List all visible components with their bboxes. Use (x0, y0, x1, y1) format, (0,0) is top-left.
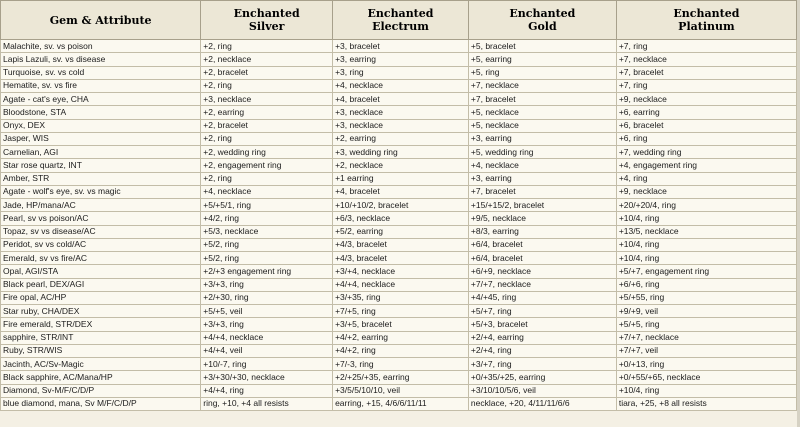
cell-platinum: +9, necklace (616, 93, 796, 106)
cell-silver: +4/+4, ring (201, 384, 333, 397)
table-row (1, 119, 797, 132)
header-line: Gold (528, 20, 557, 33)
header-gold (468, 1, 616, 40)
header-platinum (616, 1, 796, 40)
cell-gold: +7/+7, necklace (468, 278, 616, 291)
header-electrum (333, 1, 469, 40)
cell-electrum: +4, bracelet (333, 185, 469, 198)
table-row (1, 252, 797, 265)
cell-platinum: +7, bracelet (616, 66, 796, 79)
cell-silver: +5/3, necklace (201, 225, 333, 238)
cell-gold: +5/+3, bracelet (468, 318, 616, 331)
table-row (1, 305, 797, 318)
cell-gold: +7, bracelet (468, 185, 616, 198)
header-row (1, 1, 797, 40)
cell-platinum: +9, necklace (616, 185, 796, 198)
cell-gold: +5/+7, ring (468, 305, 616, 318)
cell-gold: +6/4, bracelet (468, 252, 616, 265)
cell-electrum: +4/+2, earring (333, 331, 469, 344)
table-row (1, 318, 797, 331)
cell-gold: +3, earring (468, 172, 616, 185)
cell-electrum: +7/-3, ring (333, 358, 469, 371)
cell-gem-attribute: sapphire, STR/INT (1, 331, 201, 344)
header-line: Enchanted (673, 7, 740, 20)
header-silver (201, 1, 333, 40)
header-line: Enchanted (367, 7, 434, 20)
cell-platinum: +10/4, ring (616, 212, 796, 225)
cell-electrum: +3, earring (333, 53, 469, 66)
cell-gold: +0/+35/+25, earring (468, 371, 616, 384)
cell-silver: ring, +10, +4 all resists (201, 397, 333, 410)
cell-electrum: +3/5/5/10/10, veil (333, 384, 469, 397)
cell-gold: +15/+15/2, bracelet (468, 199, 616, 212)
cell-electrum: +1 earring (333, 172, 469, 185)
cell-gem-attribute: Lapis Lazuli, sv. vs disease (1, 53, 201, 66)
table-body (1, 40, 797, 411)
cell-electrum: +3/+5, bracelet (333, 318, 469, 331)
cell-gem-attribute: Peridot, sv vs cold/AC (1, 238, 201, 251)
cell-platinum: +6, ring (616, 132, 796, 145)
cell-gold: +7, bracelet (468, 93, 616, 106)
cell-platinum: +10/4, ring (616, 252, 796, 265)
cell-gold: +2/+4, earring (468, 331, 616, 344)
table-row (1, 106, 797, 119)
cell-gem-attribute: Emerald, sv vs fire/AC (1, 252, 201, 265)
table-row (1, 93, 797, 106)
cell-platinum: +5/+55, ring (616, 291, 796, 304)
cell-silver: +2, wedding ring (201, 146, 333, 159)
cell-electrum: +2/+25/+35, earring (333, 371, 469, 384)
cell-gem-attribute: Star rose quartz, INT (1, 159, 201, 172)
cell-platinum: +7, ring (616, 79, 796, 92)
cell-gem-attribute: Topaz, sv vs disease/AC (1, 225, 201, 238)
cell-silver: +2, ring (201, 40, 333, 53)
table-row (1, 225, 797, 238)
cell-electrum: +3, bracelet (333, 40, 469, 53)
cell-gold: +7, necklace (468, 79, 616, 92)
cell-electrum: +3, ring (333, 66, 469, 79)
cell-platinum: +7/+7, veil (616, 344, 796, 357)
cell-gem-attribute: Opal, AGI/STA (1, 265, 201, 278)
cell-gem-attribute: Bloodstone, STA (1, 106, 201, 119)
cell-silver: +2, bracelet (201, 66, 333, 79)
cell-gold: +4, necklace (468, 159, 616, 172)
cell-platinum: +7, necklace (616, 53, 796, 66)
cell-electrum: +10/+10/2, bracelet (333, 199, 469, 212)
header-line: Gem & Attribute (49, 13, 152, 27)
header-gem-attribute (1, 1, 201, 40)
cell-gold: +6/+9, necklace (468, 265, 616, 278)
cell-gold: +5, wedding ring (468, 146, 616, 159)
cell-gold: +5, bracelet (468, 40, 616, 53)
table-row (1, 172, 797, 185)
cell-silver: +5/2, ring (201, 252, 333, 265)
header-line: Silver (248, 20, 285, 33)
cell-silver: +4/2, ring (201, 212, 333, 225)
header-line: Enchanted (233, 7, 300, 20)
cell-electrum: +2, earring (333, 132, 469, 145)
cell-platinum: +20/+20/4, ring (616, 199, 796, 212)
cell-gem-attribute: Carnelian, AGI (1, 146, 201, 159)
cell-silver: +2, earring (201, 106, 333, 119)
cell-gem-attribute: Agate - wolf's eye, sv. vs magic (1, 185, 201, 198)
cell-silver: +3/+3, ring (201, 278, 333, 291)
table-row (1, 344, 797, 357)
cell-silver: +2, engagement ring (201, 159, 333, 172)
cell-electrum: +3, necklace (333, 106, 469, 119)
cell-silver: +10/-7, ring (201, 358, 333, 371)
cell-platinum: +5/+7, engagement ring (616, 265, 796, 278)
cell-electrum: +3/+35, ring (333, 291, 469, 304)
cell-gem-attribute: Black pearl, DEX/AGI (1, 278, 201, 291)
cell-platinum: +7, ring (616, 40, 796, 53)
cell-gem-attribute: Pearl, sv vs poison/AC (1, 212, 201, 225)
table-row (1, 331, 797, 344)
cell-gold: +6/4, bracelet (468, 238, 616, 251)
cell-platinum: +13/5, necklace (616, 225, 796, 238)
table-row (1, 53, 797, 66)
cell-gem-attribute: Black sapphire, AC/Mana/HP (1, 371, 201, 384)
cell-silver: +4, necklace (201, 185, 333, 198)
cell-platinum: +10/4, ring (616, 384, 796, 397)
table-row (1, 40, 797, 53)
table-row (1, 199, 797, 212)
cell-electrum: +6/3, necklace (333, 212, 469, 225)
cell-electrum: +3, wedding ring (333, 146, 469, 159)
cell-gem-attribute: Jasper, WIS (1, 132, 201, 145)
table-row (1, 132, 797, 145)
table-row (1, 371, 797, 384)
cell-gold: +3/+7, ring (468, 358, 616, 371)
cell-gem-attribute: Agate - cat's eye, CHA (1, 93, 201, 106)
cell-gold: +5, necklace (468, 106, 616, 119)
table-row (1, 384, 797, 397)
cell-gem-attribute: Hematite, sv. vs fire (1, 79, 201, 92)
cell-electrum: earring, +15, 4/6/6/11/11 (333, 397, 469, 410)
cell-electrum: +7/+5, ring (333, 305, 469, 318)
cell-silver: +2/+3 engagement ring (201, 265, 333, 278)
cell-gold: +5, earring (468, 53, 616, 66)
cell-electrum: +4, bracelet (333, 93, 469, 106)
cell-gem-attribute: Fire opal, AC/HP (1, 291, 201, 304)
cell-silver: +3/+3, ring (201, 318, 333, 331)
cell-platinum: +7, wedding ring (616, 146, 796, 159)
table-row (1, 159, 797, 172)
table-row (1, 212, 797, 225)
cell-platinum: +4, ring (616, 172, 796, 185)
table-row (1, 185, 797, 198)
cell-gold: +9/5, necklace (468, 212, 616, 225)
header-line: Electrum (372, 20, 429, 33)
cell-gem-attribute: Fire emerald, STR/DEX (1, 318, 201, 331)
table-row (1, 397, 797, 410)
cell-gem-attribute: Star ruby, CHA/DEX (1, 305, 201, 318)
cell-platinum: tiara, +25, +8 all resists (616, 397, 796, 410)
cell-gem-attribute: Malachite, sv. vs poison (1, 40, 201, 53)
cell-silver: +2, ring (201, 132, 333, 145)
cell-silver: +5/+5/1, ring (201, 199, 333, 212)
table-row (1, 358, 797, 371)
cell-gem-attribute: Turquoise, sv. vs cold (1, 66, 201, 79)
cell-platinum: +5/+5, ring (616, 318, 796, 331)
cell-silver: +2, bracelet (201, 119, 333, 132)
cell-silver: +2, necklace (201, 53, 333, 66)
cell-gem-attribute: Ruby, STR/WIS (1, 344, 201, 357)
cell-platinum: +0/+55/+65, necklace (616, 371, 796, 384)
cell-silver: +5/+5, veil (201, 305, 333, 318)
cell-gold: +5, ring (468, 66, 616, 79)
cell-silver: +3, necklace (201, 93, 333, 106)
cell-electrum: +4/3, bracelet (333, 238, 469, 251)
header-line: Enchanted (509, 7, 576, 20)
cell-electrum: +4/3, bracelet (333, 252, 469, 265)
cell-gem-attribute: Amber, STR (1, 172, 201, 185)
cell-platinum: +6/+6, ring (616, 278, 796, 291)
cell-platinum: +10/4, ring (616, 238, 796, 251)
table-row (1, 66, 797, 79)
table-row (1, 79, 797, 92)
cell-electrum: +4/+2, ring (333, 344, 469, 357)
cell-silver: +2, ring (201, 172, 333, 185)
cell-electrum: +4, necklace (333, 79, 469, 92)
cell-gem-attribute: Diamond, Sv-M/F/C/D/P (1, 384, 201, 397)
cell-platinum: +0/+13, ring (616, 358, 796, 371)
cell-platinum: +4, engagement ring (616, 159, 796, 172)
cell-platinum: +6, bracelet (616, 119, 796, 132)
cell-silver: +3/+30/+30, necklace (201, 371, 333, 384)
cell-electrum: +4/+4, necklace (333, 278, 469, 291)
cell-silver: +4/+4, necklace (201, 331, 333, 344)
cell-gold: +5, necklace (468, 119, 616, 132)
cell-gem-attribute: blue diamond, mana, Sv M/F/C/D/P (1, 397, 201, 410)
table-row (1, 238, 797, 251)
cell-platinum: +9/+9, veil (616, 305, 796, 318)
cell-silver: +2, ring (201, 79, 333, 92)
cell-platinum: +6, earring (616, 106, 796, 119)
cell-gem-attribute: Jade, HP/mana/AC (1, 199, 201, 212)
cell-electrum: +5/2, earring (333, 225, 469, 238)
cell-electrum: +3, necklace (333, 119, 469, 132)
cell-electrum: +3/+4, necklace (333, 265, 469, 278)
cell-silver: +2/+30, ring (201, 291, 333, 304)
cell-gold: +3, earring (468, 132, 616, 145)
header-line: Platinum (678, 20, 735, 33)
table-row (1, 291, 797, 304)
cell-gold: +3/10/10/5/6, veil (468, 384, 616, 397)
cell-gold: +8/3, earring (468, 225, 616, 238)
table-row (1, 265, 797, 278)
cell-platinum: +7/+7, necklace (616, 331, 796, 344)
cell-gem-attribute: Onyx, DEX (1, 119, 201, 132)
cell-gold: +4/+45, ring (468, 291, 616, 304)
cell-gem-attribute: Jacinth, AC/Sv-Magic (1, 358, 201, 371)
table-row (1, 278, 797, 291)
cell-gold: +2/+4, ring (468, 344, 616, 357)
cell-silver: +4/+4, veil (201, 344, 333, 357)
cell-electrum: +2, necklace (333, 159, 469, 172)
cell-silver: +5/2, ring (201, 238, 333, 251)
cell-gold: necklace, +20, 4/11/11/6/6 (468, 397, 616, 410)
table-row (1, 146, 797, 159)
